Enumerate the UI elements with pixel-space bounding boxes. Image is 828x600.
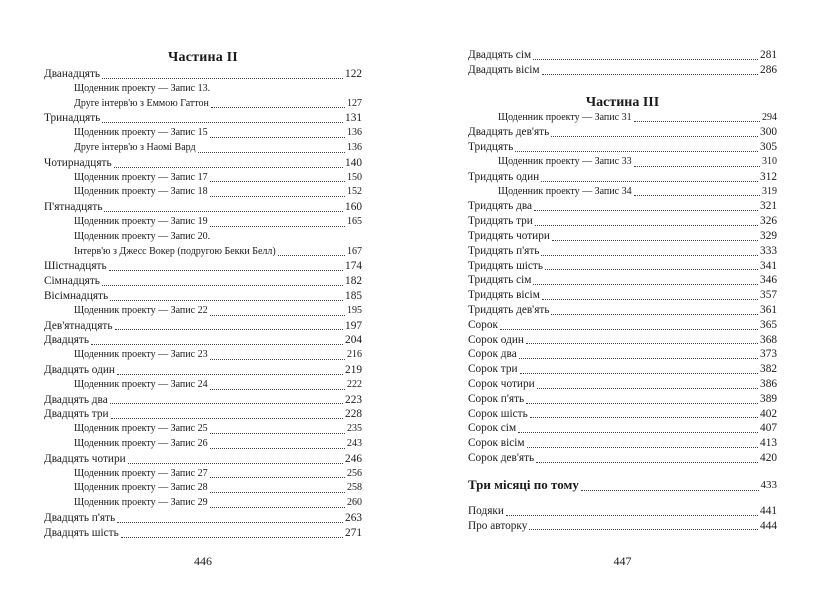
toc-entry-title: Щоденник проекту — Запис 23	[74, 349, 208, 361]
spacer	[468, 78, 777, 95]
toc-entry	[468, 229, 777, 244]
toc-entry	[468, 451, 777, 466]
toc-entry	[44, 526, 362, 541]
toc-page-number: 195	[347, 304, 362, 316]
toc-entry	[468, 347, 777, 362]
dot-leader	[111, 418, 343, 419]
toc-page-number: 294	[762, 111, 777, 123]
toc-entry-title: Друге інтерв'ю з Еммою Гаттон	[74, 97, 209, 109]
toc-entry-title: Двадцять один	[44, 363, 115, 376]
toc-page-number: 407	[760, 422, 777, 435]
toc-entry-title: Чотирнадцять	[44, 156, 112, 169]
toc-page-number: 263	[345, 511, 362, 524]
toc-entry-title: Вісімнадцять	[44, 289, 109, 302]
toc-page-number: 326	[760, 215, 777, 228]
dot-leader	[581, 490, 759, 491]
toc-entry	[44, 333, 362, 348]
toc-page-number: 310	[762, 155, 777, 167]
toc-subentry	[44, 496, 362, 511]
toc-page-number: 182	[345, 275, 362, 288]
toc-entry	[468, 125, 777, 140]
toc-page-number: 223	[345, 393, 362, 406]
toc-entry	[44, 407, 362, 422]
toc-page-number: 174	[345, 260, 362, 273]
toc-entry-title: Двадцять сім	[468, 49, 532, 61]
dot-leader	[518, 432, 758, 433]
toc-entry	[468, 421, 777, 436]
toc-entry-title: Тридцять	[468, 141, 514, 154]
toc-page-number: 365	[760, 318, 777, 331]
toc-entry-title: Дев'ятнадцять	[44, 319, 113, 332]
toc-subentry	[44, 141, 362, 156]
dot-leader	[530, 417, 758, 418]
toc-entry	[468, 63, 777, 78]
toc-page-number: 260	[347, 497, 362, 509]
toc-page-number: 136	[347, 127, 362, 139]
dot-leader	[634, 195, 760, 196]
dot-leader	[519, 358, 758, 359]
toc-page-number: 368	[760, 333, 777, 346]
toc-entry-title: Щоденник проекту — Запис 19	[74, 215, 208, 227]
dot-leader	[542, 299, 758, 300]
dot-leader	[533, 284, 758, 285]
toc-page-number: 140	[345, 156, 362, 169]
toc-page-number: 127	[347, 97, 362, 109]
toc-page-number: 131	[345, 112, 362, 125]
dot-leader	[210, 448, 345, 449]
dot-leader	[210, 315, 345, 316]
toc-entry-title: Щоденник проекту — Запис 31	[498, 111, 632, 123]
dot-leader	[542, 74, 758, 75]
right-page	[468, 0, 777, 600]
toc-page-number: 150	[347, 171, 362, 183]
toc-entry-title: Щоденник проекту — Запис 27	[74, 467, 208, 479]
toc-subentry	[44, 422, 362, 437]
dot-leader	[102, 285, 343, 286]
toc-page-number: 204	[345, 334, 362, 347]
toc-entry	[468, 362, 777, 377]
toc-entry-title: Три місяці по тому	[468, 476, 579, 492]
toc-page-number: 357	[760, 289, 777, 302]
dot-leader	[102, 122, 343, 123]
dot-leader	[102, 78, 343, 79]
toc-page-number: 420	[760, 451, 777, 464]
toc-entry-title: Двадцять чотири	[44, 452, 126, 465]
dot-leader	[210, 226, 345, 227]
toc-entry-title: Двадцять вісім	[468, 63, 540, 76]
dot-leader	[114, 167, 343, 168]
toc-page-number: 216	[347, 349, 362, 361]
toc-entry-title: Щоденник проекту — Запис 28	[74, 482, 208, 494]
toc-entry-title: Подяки	[468, 504, 504, 517]
part-title: Частина II	[168, 50, 238, 65]
dot-leader	[110, 403, 343, 404]
toc-page-number: 235	[347, 423, 362, 435]
toc-page-number: 258	[347, 482, 362, 494]
toc-entry-title: Двадцять три	[44, 408, 109, 421]
page-number: 446	[194, 554, 212, 568]
toc-subentry	[44, 348, 362, 363]
dot-leader	[535, 225, 758, 226]
toc-subentry	[44, 467, 362, 482]
toc-entry-title: Щоденник проекту — Запис 20.	[74, 230, 211, 242]
toc-subentry	[44, 378, 362, 393]
toc-page-number: 167	[347, 245, 362, 257]
toc-entry	[468, 273, 777, 288]
toc-entry	[44, 274, 362, 289]
toc-entry-title: Тридцять чотири	[468, 229, 550, 242]
toc-subentry	[468, 111, 777, 126]
toc-entry-title: Дванадцять	[44, 68, 101, 80]
toc-entry-title: Тридцять вісім	[468, 289, 540, 302]
toc-entry	[468, 199, 777, 214]
toc-entry	[468, 436, 777, 451]
toc-page-number: 444	[760, 519, 777, 532]
toc-entry	[468, 259, 777, 274]
toc-entry-title: Сорок шість	[468, 407, 528, 420]
toc-entry-title: Інтерв'ю з Джесс Вокер (подругою Бекки Белл)	[74, 245, 276, 257]
toc-page-number: 160	[345, 201, 362, 214]
toc-entry-title: Щоденник проекту — Запис 15	[74, 127, 208, 139]
toc-page-number: 361	[760, 303, 777, 316]
toc-entry-title: Про авторку	[468, 519, 528, 532]
toc-entry	[468, 318, 777, 333]
dot-leader	[210, 181, 345, 182]
toc-subentry	[44, 245, 362, 260]
toc-page-number: 219	[345, 363, 362, 376]
toc-entry-title: Шістнадцять	[44, 260, 107, 273]
toc-entry-title: Тридцять один	[468, 170, 540, 183]
toc-subentry	[44, 304, 362, 319]
toc-entry-title: Тридцять шість	[468, 259, 544, 272]
dot-leader	[500, 329, 758, 330]
dot-leader	[537, 388, 758, 389]
toc-entry-title: Тридцять три	[468, 215, 533, 228]
toc-entry	[44, 156, 362, 171]
dot-leader	[210, 196, 345, 197]
toc-entry	[44, 511, 362, 526]
toc-entry-title: Двадцять дев'ять	[468, 126, 550, 139]
toc-subentry	[44, 230, 362, 245]
toc-entry-title: Сорок чотири	[468, 377, 535, 390]
toc-entry	[468, 407, 777, 422]
toc-entry-title: П'ятнадцять	[44, 201, 103, 214]
toc-entry-title: Сімнадцять	[44, 275, 100, 288]
dot-leader	[91, 344, 343, 345]
dot-leader	[551, 136, 758, 137]
dot-leader	[210, 359, 345, 360]
left-page	[44, 0, 362, 600]
toc-page-number: 386	[760, 377, 777, 390]
dot-leader	[520, 373, 758, 374]
toc-entry	[44, 67, 362, 82]
dot-leader	[545, 269, 758, 270]
toc-subentry	[44, 437, 362, 452]
dot-leader	[634, 121, 760, 122]
dot-leader	[115, 329, 344, 330]
dot-leader	[527, 447, 758, 448]
dot-leader	[210, 137, 345, 138]
toc-page-number: 312	[760, 170, 777, 183]
toc-subentry	[44, 126, 362, 141]
toc-entry-title: Щоденник проекту — Запис 29	[74, 497, 208, 509]
dot-leader	[110, 300, 343, 301]
toc-entry	[44, 319, 362, 334]
toc-entry-title: Двадцять	[44, 334, 89, 347]
dot-leader	[210, 477, 345, 478]
dot-leader	[109, 270, 343, 271]
toc-entry-title: Щоденник проекту — Запис 13.	[74, 82, 211, 94]
toc-entry	[468, 288, 777, 303]
toc-entry-title: Тридцять два	[468, 200, 533, 213]
toc-entry-title: Сорок три	[468, 363, 518, 376]
dot-leader	[210, 507, 345, 508]
toc-subentry	[44, 481, 362, 496]
toc-subentry	[468, 155, 777, 170]
toc-page-number: 321	[760, 200, 777, 213]
toc-page-number: 329	[760, 229, 777, 242]
dot-leader	[634, 166, 760, 167]
toc-subentry	[44, 185, 362, 200]
toc-page-number: 136	[347, 141, 362, 153]
toc-entry	[468, 519, 777, 534]
toc-entry-title: Тридцять п'ять	[468, 244, 540, 257]
toc-page-number: 389	[760, 392, 777, 405]
toc-entry	[44, 452, 362, 467]
toc-entry	[468, 214, 777, 229]
toc-page-number: 319	[762, 185, 777, 197]
toc-entry-title: Сорок дев'ять	[468, 451, 535, 464]
toc-entry-title: Тридцять сім	[468, 274, 532, 287]
toc-entry	[44, 289, 362, 304]
toc-page-number: 382	[760, 363, 777, 376]
toc-entry-title: Двадцять два	[44, 393, 108, 406]
toc-page-number: 228	[345, 408, 362, 421]
toc-page-number: 373	[760, 348, 777, 361]
toc-entry-title: Щоденник проекту — Запис 26	[74, 437, 208, 449]
toc-page-number: 433	[760, 478, 777, 491]
toc-entry-title: Друге інтерв'ю з Наомі Вард	[74, 141, 196, 153]
dot-leader	[533, 59, 758, 60]
dot-leader	[541, 181, 758, 182]
dot-leader	[211, 107, 345, 108]
toc-page-number: 341	[760, 259, 777, 272]
toc-entry-title: Щоденник проекту — Запис 22	[74, 304, 208, 316]
toc-page-number: 197	[345, 319, 362, 332]
table-of-contents	[468, 48, 777, 533]
dot-leader	[117, 522, 343, 523]
dot-leader	[210, 389, 345, 390]
toc-entry-title: Щоденник проекту — Запис 25	[74, 423, 208, 435]
toc-page-number: 271	[345, 526, 362, 539]
toc-page-number: 222	[347, 378, 362, 390]
toc-page-number: 122	[345, 68, 362, 80]
toc-entry-title: Тринадцять	[44, 112, 101, 125]
dot-leader	[117, 374, 343, 375]
page-number: 447	[613, 554, 632, 568]
toc-entry	[44, 363, 362, 378]
toc-entry-title: Щоденник проекту — Запис 34	[498, 185, 632, 197]
toc-entry	[468, 504, 777, 519]
dot-leader	[526, 403, 758, 404]
toc-entry	[44, 111, 362, 126]
toc-page-number: 305	[760, 141, 777, 154]
toc-page-number: 243	[347, 437, 362, 449]
part-title: Частина III	[585, 94, 660, 110]
toc-subentry	[44, 171, 362, 186]
toc-page-number: 346	[760, 274, 777, 287]
toc-entry-title: Щоденник проекту — Запис 33	[498, 155, 632, 167]
toc-entry	[468, 140, 777, 155]
toc-entry-title: Щоденник проекту — Запис 18	[74, 186, 208, 198]
toc-entry	[44, 259, 362, 274]
toc-entry	[468, 333, 777, 348]
toc-page-number: 333	[760, 244, 777, 257]
dot-leader	[552, 240, 758, 241]
toc-page-number: 441	[760, 504, 777, 517]
toc-entry	[44, 393, 362, 408]
toc-entry-title: Щоденник проекту — Запис 24	[74, 378, 208, 390]
toc-entry	[468, 377, 777, 392]
toc-entry-title: Сорок п'ять	[468, 392, 525, 405]
toc-entry-title: Двадцять п'ять	[44, 511, 116, 524]
dot-leader	[526, 343, 758, 344]
dot-leader	[210, 492, 345, 493]
toc-entry-title: Тридцять дев'ять	[468, 303, 550, 316]
dot-leader	[551, 314, 758, 315]
toc-page-number: 286	[760, 63, 777, 76]
toc-page-number: 256	[347, 467, 362, 479]
toc-entry-title: Двадцять шість	[44, 526, 119, 539]
toc-page-number: 185	[345, 289, 362, 302]
toc-entry-title: Сорок один	[468, 333, 524, 346]
dot-leader	[278, 255, 345, 256]
dot-leader	[529, 529, 758, 530]
dot-leader	[536, 462, 758, 463]
toc-subentry	[44, 215, 362, 230]
toc-page-number: 246	[345, 452, 362, 465]
spacer	[468, 466, 777, 476]
toc-entry-title: Сорок два	[468, 348, 517, 361]
dot-leader	[198, 152, 345, 153]
toc-entry-title: Сорок вісім	[468, 437, 525, 450]
toc-subentry	[44, 97, 362, 112]
toc-subentry	[44, 82, 362, 97]
dot-leader	[104, 211, 343, 212]
toc-entry-title: Щоденник проекту — Запис 17	[74, 171, 208, 183]
toc-subentry	[468, 185, 777, 200]
toc-epilogue-entry	[468, 476, 777, 494]
toc-entry	[468, 392, 777, 407]
toc-entry	[468, 170, 777, 185]
toc-page-number: 402	[760, 407, 777, 420]
dot-leader	[128, 463, 343, 464]
toc-page-number: 300	[760, 126, 777, 139]
dot-leader	[541, 255, 758, 256]
dot-leader	[210, 433, 345, 434]
dot-leader	[121, 537, 343, 538]
dot-leader	[506, 515, 758, 516]
toc-page-number: 281	[760, 49, 777, 61]
toc-entry	[468, 244, 777, 259]
toc-page-number: 413	[760, 437, 777, 450]
toc-entry	[468, 48, 777, 63]
toc-entry-title: Сорок сім	[468, 422, 517, 435]
toc-page-number: 152	[347, 186, 362, 198]
toc-entry-title: Сорок	[468, 318, 498, 331]
table-of-contents	[44, 67, 362, 541]
toc-entry	[468, 303, 777, 318]
dot-leader	[534, 210, 758, 211]
spacer	[468, 494, 777, 504]
toc-page-number: 165	[347, 215, 362, 227]
dot-leader	[515, 151, 758, 152]
toc-entry	[44, 200, 362, 215]
